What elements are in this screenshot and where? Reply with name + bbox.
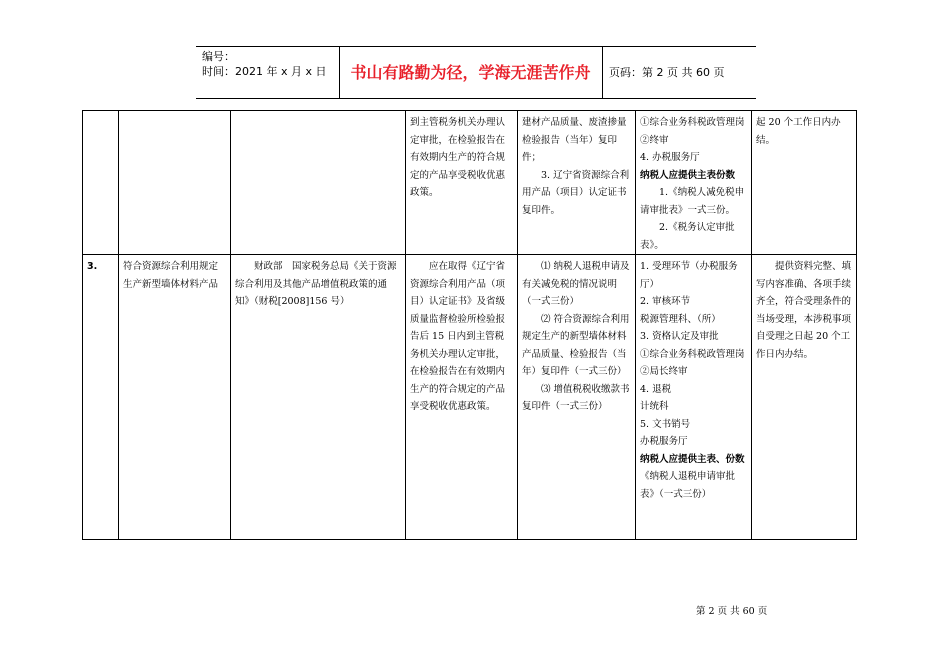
cell-number bbox=[83, 111, 119, 255]
header-slogan: 书山有路勤为径，学海无涯苦作舟 bbox=[339, 47, 603, 98]
process-bold-heading: 纳税人应提供主表、份数 bbox=[640, 453, 745, 465]
table-row bbox=[83, 255, 857, 540]
cell-basis bbox=[231, 111, 406, 255]
cell-materials bbox=[518, 255, 636, 540]
process-step: 2. 审核环节 bbox=[640, 296, 691, 307]
process-bold-heading: 纳税人应提供主表份数 bbox=[640, 169, 736, 181]
row-number: 3. bbox=[87, 261, 98, 272]
process-step: 2.《税务认定审批表》。 bbox=[640, 222, 735, 251]
page-header bbox=[196, 46, 756, 99]
material-item: 建材产品质量、废渣掺量检验报告（当年）复印件； bbox=[522, 117, 627, 163]
cell-item: 符合资源综合利用规定生产新型墙体材料产品 bbox=[119, 255, 231, 540]
tax-policy-table bbox=[82, 110, 857, 540]
process-step: 税源管理科、（所） bbox=[640, 313, 721, 325]
process-step: 3. 资格认定及审批 bbox=[640, 331, 719, 342]
process-step: ①综合业务科税政管理岗 bbox=[640, 348, 745, 360]
material-item: ⑵ 符合资源综合利用规定生产的新型墙体材料产品质量、检验报告（当年）复印件（一式三份） bbox=[522, 313, 630, 377]
page-footer: 第 2 页 共 60 页 bbox=[696, 606, 768, 617]
cell-time-limit: 起 20 个工作日内办结。 bbox=[752, 111, 857, 255]
cell-basis: 财政部 国家税务总局《关于资源综合利用及其他产品增值税政策的通知》（财税[2008]156 号） bbox=[231, 255, 406, 540]
header-page-label: 页码：第 2 页 共 60 页 bbox=[609, 66, 725, 79]
cell-materials bbox=[518, 111, 636, 255]
process-step: 计统科 bbox=[640, 401, 669, 412]
process-step: ①综合业务科税政管理岗 bbox=[640, 117, 745, 128]
material-item: ⑴ 纳税人退税申请及有关减免税的情况说明 （一式三份） bbox=[522, 261, 630, 307]
process-step: 1. 受理环节（办税服务厅） bbox=[640, 261, 738, 290]
cell-process bbox=[636, 255, 752, 540]
cell-process bbox=[636, 111, 752, 255]
cell-requirement: 应在取得《辽宁省资源综合利用产品（项目）认定证书》及省级质量监督检验所检验报告后 15 日内到主管税务机关办理认定审批，在检验报告在有效期内生产的符合规定的产品享受税收优惠政策。 bbox=[406, 255, 518, 540]
process-step: 4. 退税 bbox=[640, 383, 672, 395]
process-step: 《纳税人退税申请审批表》（一式三份） bbox=[640, 471, 736, 500]
process-step: 办税服务厅 bbox=[640, 436, 688, 447]
header-meta bbox=[196, 47, 340, 98]
process-step: ②终审 bbox=[640, 134, 669, 146]
material-item: 3. 辽宁省资源综合利用产品（项目）认定证书复印件。 bbox=[522, 169, 630, 216]
table-row bbox=[83, 111, 857, 255]
doc-number-label: 编号： bbox=[202, 50, 235, 63]
doc-time-label: 时间：2021 年 x 月 x 日 bbox=[202, 65, 327, 78]
cell-item bbox=[119, 111, 231, 255]
process-step: 1.《纳税人减免税申请审批表》一式三份。 bbox=[640, 187, 745, 216]
process-step: 5. 文书销号 bbox=[640, 418, 691, 430]
process-step: ②局长终审 bbox=[640, 366, 688, 377]
process-step: 4. 办税服务厅 bbox=[640, 152, 700, 163]
cell-time-limit: 提供资料完整、填写内容准确、各项手续齐全，符合受理条件的当场受理，本涉税事项自受理之日起 20 个工作日内办结。 bbox=[752, 255, 857, 540]
cell-requirement: 到主管税务机关办理认定审批，在检验报告在有效期内生产的符合规定的产品享受税收优惠政策。 bbox=[406, 111, 518, 255]
cell-number bbox=[83, 255, 119, 540]
material-item: ⑶ 增值税税收缴款书复印件（一式三份） bbox=[522, 383, 630, 412]
